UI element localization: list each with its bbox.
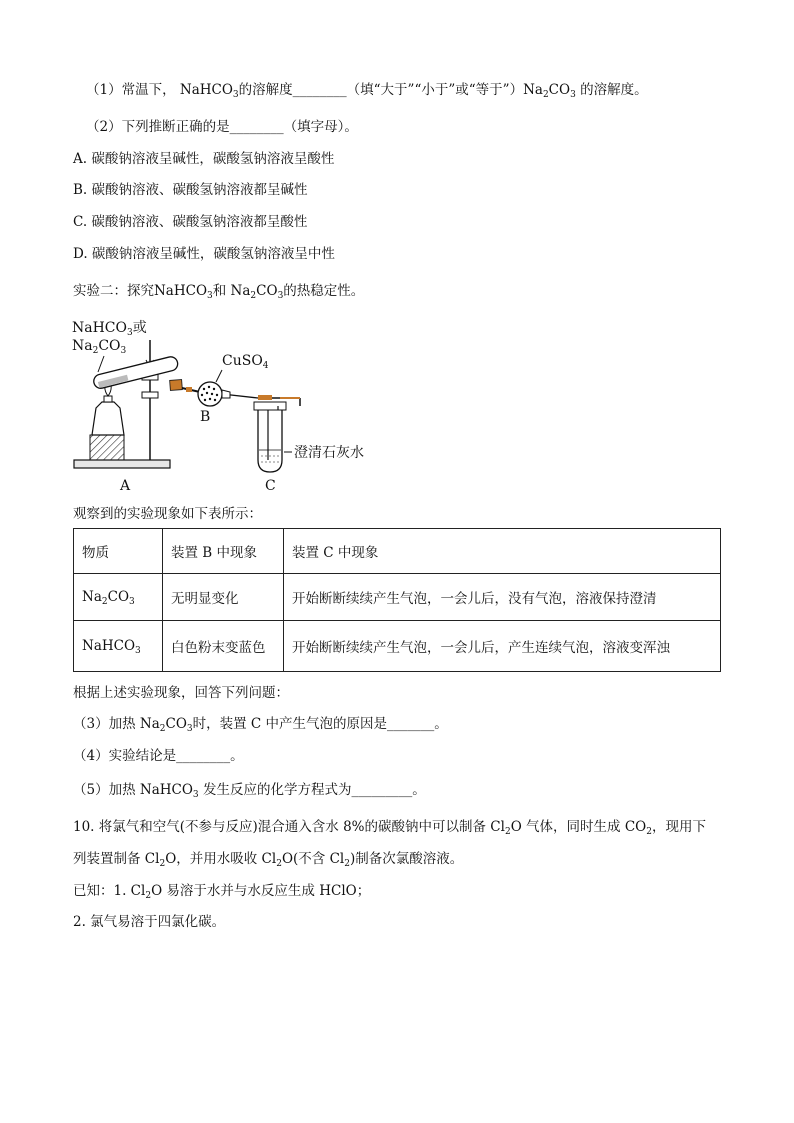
option-a: A. 碳酸钠溶液呈碱性，碳酸氢钠溶液呈酸性 bbox=[73, 151, 335, 167]
table-row bbox=[74, 574, 721, 621]
cell-substance: $Na_2CO_3$ bbox=[74, 574, 163, 621]
known-1: 已知：1. $Cl_2O$ 易溶于水并与水反应生成 HClO； bbox=[73, 883, 371, 901]
label-a: A bbox=[120, 478, 131, 494]
alcohol-lamp bbox=[92, 402, 124, 435]
known-2: 2. 氯气易溶于四氯化碳。 bbox=[73, 914, 226, 930]
support-block bbox=[90, 435, 124, 460]
label-b: B bbox=[200, 409, 211, 425]
question-2: （2）下列推断正确的是________（填字母）。 bbox=[86, 119, 358, 135]
cell-substance: NaHCO$_3$ bbox=[74, 621, 163, 672]
experiment-2-heading: 实验二：探究NaHCO$_3$和 $Na_2CO_3$的热稳定性。 bbox=[73, 283, 365, 301]
header-c: 装置 C 中现象 bbox=[284, 529, 721, 574]
cell-c: 开始断断续续产生气泡，一会儿后，产生连续气泡，溶液变浑浊 bbox=[284, 621, 721, 672]
reagent-label-line1: NaHCO$_3$或 bbox=[72, 320, 147, 338]
apparatus-diagram bbox=[62, 310, 392, 500]
header-substance: 物质 bbox=[74, 529, 163, 574]
table-header-row bbox=[74, 529, 721, 574]
answer-intro: 根据上述实验现象，回答下列问题： bbox=[73, 685, 289, 701]
table-row bbox=[74, 621, 721, 672]
test-tube-c bbox=[258, 408, 282, 472]
question-10-line1: 10. 将氯气和空气(不参与反应)混合通入含水 8%的碳酸钠中可以制备 $Cl_2O$ 气体，同时生成 $CO_2$，现用下 bbox=[73, 819, 706, 837]
option-d: D. 碳酸钠溶液呈碱性，碳酸氢钠溶液呈中性 bbox=[73, 246, 335, 262]
cuso4-label: CuSO$_4$ bbox=[222, 353, 269, 371]
cell-b: 无明显变化 bbox=[163, 574, 284, 621]
observation-table bbox=[73, 528, 721, 672]
question-5: （5）加热 NaHCO$_3$ 发生反应的化学方程式为_________。 bbox=[73, 782, 426, 800]
header-b: 装置 B 中现象 bbox=[163, 529, 284, 574]
label-c: C bbox=[265, 478, 276, 494]
question-1: （1）常温下， NaHCO$_3$的溶解度________（填“大于”“小于”或“等于$”)Na_2CO_3$ 的溶解度。 bbox=[86, 82, 648, 100]
reagent-label-line2: $Na_2CO_3$ bbox=[72, 338, 127, 356]
stand-base bbox=[74, 460, 170, 468]
question-3: （3）加热 $Na_2CO_3$时，装置 C 中产生气泡的原因是_______。 bbox=[73, 716, 448, 734]
cell-b: 白色粉末变蓝色 bbox=[163, 621, 284, 672]
question-10-line2: 列装置制备 $Cl_2O$，并用水吸收 $Cl_2O$(不含 $Cl_2$)制备次氯酸溶液。 bbox=[73, 851, 464, 869]
table-intro: 观察到的实验现象如下表所示： bbox=[73, 506, 262, 522]
question-4: （4）实验结论是________。 bbox=[73, 748, 244, 764]
cell-c: 开始断断续续产生气泡，一会儿后，没有气泡，溶液保持澄清 bbox=[284, 574, 721, 621]
option-c: C. 碳酸钠溶液、碳酸氢钠溶液都呈酸性 bbox=[73, 214, 308, 230]
limewater-label: 澄清石灰水 bbox=[294, 445, 364, 461]
option-b: B. 碳酸钠溶液、碳酸氢钠溶液都呈碱性 bbox=[73, 182, 308, 198]
